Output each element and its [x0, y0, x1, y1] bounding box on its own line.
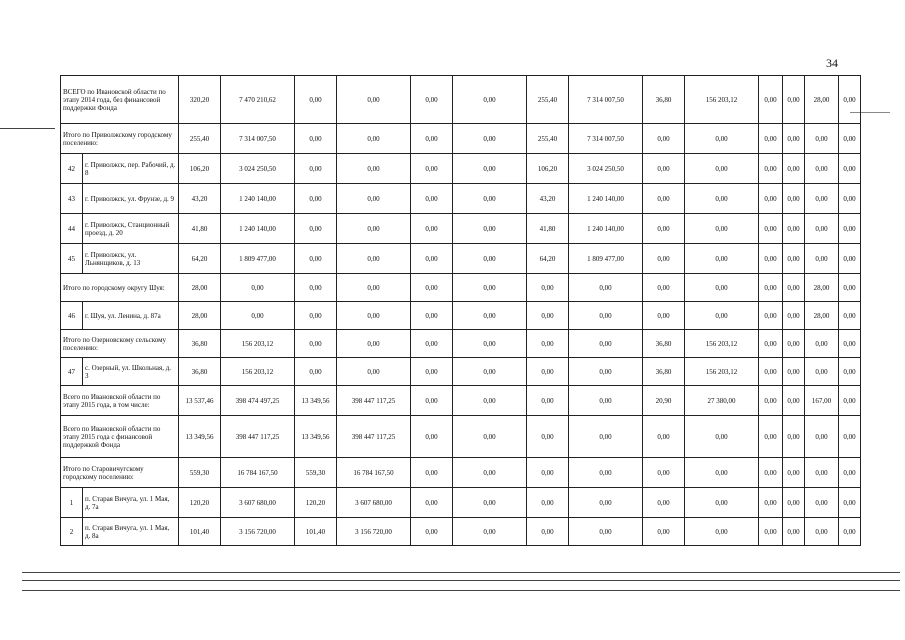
value-cell: 0,00	[527, 386, 569, 416]
value-cell: 0,00	[685, 184, 759, 214]
value-cell: 0,00	[411, 302, 453, 330]
value-cell: 0,00	[337, 330, 411, 358]
value-cell: 0,00	[783, 214, 805, 244]
value-cell: 13 537,46	[179, 386, 221, 416]
value-cell: 0,00	[643, 184, 685, 214]
table-row-item	[61, 154, 861, 184]
value-cell: 0,00	[805, 184, 839, 214]
value-cell: 41,80	[179, 214, 221, 244]
value-cell: 0,00	[453, 358, 527, 386]
table-row-summary	[61, 458, 861, 488]
value-cell: 0,00	[685, 302, 759, 330]
summary-label: ВСЕГО по Ивановской области по этапу 2014 года, без финансовой поддержки Фонда	[61, 76, 179, 124]
value-cell: 0,00	[527, 488, 569, 518]
value-cell: 0,00	[453, 386, 527, 416]
value-cell: 0,00	[805, 124, 839, 154]
value-cell: 559,30	[179, 458, 221, 488]
table-row-summary	[61, 274, 861, 302]
value-cell: 1 809 477,00	[569, 244, 643, 274]
value-cell: 398 447 117,25	[337, 386, 411, 416]
value-cell: 36,80	[179, 330, 221, 358]
value-cell: 0,00	[839, 330, 861, 358]
value-cell: 0,00	[569, 358, 643, 386]
summary-label: Итого по городскому округу Шуя:	[61, 274, 179, 302]
value-cell: 0,00	[453, 244, 527, 274]
value-cell: 16 784 167,50	[221, 458, 295, 488]
value-cell: 0,00	[759, 358, 783, 386]
value-cell: 0,00	[759, 302, 783, 330]
value-cell: 0,00	[759, 416, 783, 458]
value-cell: 0,00	[411, 124, 453, 154]
value-cell: 0,00	[685, 244, 759, 274]
value-cell: 0,00	[643, 302, 685, 330]
value-cell: 28,00	[179, 302, 221, 330]
row-number: 43	[61, 184, 83, 214]
value-cell: 0,00	[805, 416, 839, 458]
value-cell: 0,00	[839, 358, 861, 386]
value-cell: 0,00	[337, 244, 411, 274]
row-number: 2	[61, 518, 83, 546]
value-cell: 0,00	[295, 154, 337, 184]
value-cell: 0,00	[337, 302, 411, 330]
table-row-item	[61, 358, 861, 386]
value-cell: 0,00	[759, 488, 783, 518]
value-cell: 398 474 497,25	[221, 386, 295, 416]
value-cell: 0,00	[527, 302, 569, 330]
value-cell: 0,00	[569, 416, 643, 458]
summary-label: Всего по Ивановской области по этапу 2015 года, в том числе:	[61, 386, 179, 416]
value-cell: 0,00	[759, 244, 783, 274]
address-label: п. Старая Вичуга, ул. 1 Мая, д. 7а	[83, 488, 179, 518]
value-cell: 0,00	[643, 416, 685, 458]
value-cell: 0,00	[839, 302, 861, 330]
table-row-item	[61, 244, 861, 274]
value-cell: 28,00	[179, 274, 221, 302]
value-cell: 0,00	[453, 214, 527, 244]
value-cell: 1 240 140,00	[221, 214, 295, 244]
value-cell: 0,00	[805, 214, 839, 244]
value-cell: 0,00	[839, 458, 861, 488]
table-row-item	[61, 518, 861, 546]
value-cell: 156 203,12	[685, 358, 759, 386]
housing-program-table	[60, 75, 861, 546]
value-cell: 0,00	[839, 518, 861, 546]
value-cell: 0,00	[295, 274, 337, 302]
value-cell: 13 349,56	[295, 416, 337, 458]
table-row-item	[61, 184, 861, 214]
value-cell: 0,00	[411, 386, 453, 416]
value-cell: 3 607 680,00	[221, 488, 295, 518]
value-cell: 0,00	[685, 274, 759, 302]
value-cell: 0,00	[783, 458, 805, 488]
value-cell: 0,00	[805, 358, 839, 386]
value-cell: 0,00	[839, 274, 861, 302]
value-cell: 0,00	[337, 214, 411, 244]
value-cell: 0,00	[805, 488, 839, 518]
value-cell: 1 240 140,00	[221, 184, 295, 214]
value-cell: 255,40	[527, 76, 569, 124]
value-cell: 0,00	[783, 358, 805, 386]
value-cell: 0,00	[643, 518, 685, 546]
value-cell: 0,00	[527, 358, 569, 386]
value-cell: 7 314 007,50	[569, 76, 643, 124]
table-body	[61, 76, 861, 546]
value-cell: 0,00	[759, 458, 783, 488]
value-cell: 0,00	[783, 244, 805, 274]
value-cell: 0,00	[295, 214, 337, 244]
value-cell: 0,00	[453, 458, 527, 488]
table-row-item	[61, 302, 861, 330]
value-cell: 0,00	[759, 76, 783, 124]
value-cell: 28,00	[805, 76, 839, 124]
value-cell: 106,20	[527, 154, 569, 184]
value-cell: 0,00	[805, 154, 839, 184]
value-cell: 0,00	[569, 330, 643, 358]
value-cell: 156 203,12	[685, 76, 759, 124]
value-cell: 0,00	[411, 518, 453, 546]
value-cell: 0,00	[453, 124, 527, 154]
value-cell: 0,00	[759, 274, 783, 302]
value-cell: 0,00	[569, 386, 643, 416]
value-cell: 156 203,12	[221, 358, 295, 386]
row-number: 46	[61, 302, 83, 330]
value-cell: 0,00	[805, 518, 839, 546]
value-cell: 3 156 720,00	[337, 518, 411, 546]
value-cell: 0,00	[759, 184, 783, 214]
value-cell: 0,00	[411, 358, 453, 386]
value-cell: 0,00	[783, 416, 805, 458]
value-cell: 0,00	[453, 76, 527, 124]
value-cell: 36,80	[179, 358, 221, 386]
address-label: г. Приволжск, Станционный проезд, д. 20	[83, 214, 179, 244]
value-cell: 0,00	[295, 330, 337, 358]
bottom-rule-2	[22, 580, 900, 581]
value-cell: 0,00	[839, 386, 861, 416]
value-cell: 0,00	[411, 416, 453, 458]
value-cell: 0,00	[643, 274, 685, 302]
value-cell: 41,80	[527, 214, 569, 244]
value-cell: 28,00	[805, 302, 839, 330]
value-cell: 0,00	[685, 488, 759, 518]
value-cell: 0,00	[453, 416, 527, 458]
value-cell: 0,00	[685, 154, 759, 184]
value-cell: 3 607 680,00	[337, 488, 411, 518]
value-cell: 0,00	[295, 358, 337, 386]
value-cell: 0,00	[783, 330, 805, 358]
value-cell: 0,00	[411, 274, 453, 302]
value-cell: 0,00	[759, 154, 783, 184]
table-row-summary	[61, 76, 861, 124]
value-cell: 0,00	[783, 518, 805, 546]
value-cell: 156 203,12	[685, 330, 759, 358]
value-cell: 0,00	[805, 330, 839, 358]
table-row-summary	[61, 330, 861, 358]
value-cell: 120,20	[295, 488, 337, 518]
summary-label: Итого по Приволжскому городскому поселению:	[61, 124, 179, 154]
value-cell: 0,00	[783, 488, 805, 518]
value-cell: 398 447 117,25	[221, 416, 295, 458]
value-cell: 1 240 140,00	[569, 184, 643, 214]
value-cell: 0,00	[411, 488, 453, 518]
value-cell: 0,00	[685, 124, 759, 154]
value-cell: 0,00	[643, 214, 685, 244]
value-cell: 120,20	[179, 488, 221, 518]
value-cell: 64,20	[527, 244, 569, 274]
value-cell: 0,00	[839, 76, 861, 124]
value-cell: 0,00	[295, 184, 337, 214]
value-cell: 0,00	[337, 274, 411, 302]
value-cell: 0,00	[527, 518, 569, 546]
value-cell: 1 809 477,00	[221, 244, 295, 274]
value-cell: 0,00	[411, 244, 453, 274]
value-cell: 0,00	[527, 458, 569, 488]
value-cell: 36,80	[643, 330, 685, 358]
value-cell: 0,00	[839, 488, 861, 518]
value-cell: 43,20	[179, 184, 221, 214]
value-cell: 0,00	[839, 416, 861, 458]
value-cell: 3 024 250,50	[569, 154, 643, 184]
bottom-rule-1	[22, 572, 900, 573]
table-row-summary	[61, 124, 861, 154]
value-cell: 101,40	[179, 518, 221, 546]
value-cell: 0,00	[783, 184, 805, 214]
value-cell: 0,00	[839, 184, 861, 214]
bottom-rule-3	[22, 590, 900, 591]
value-cell: 43,20	[527, 184, 569, 214]
value-cell: 0,00	[295, 76, 337, 124]
address-label: г. Приволжск, пер. Рабочий, д. 8	[83, 154, 179, 184]
value-cell: 16 784 167,50	[337, 458, 411, 488]
value-cell: 0,00	[453, 302, 527, 330]
value-cell: 7 314 007,50	[569, 124, 643, 154]
value-cell: 0,00	[643, 154, 685, 184]
value-cell: 0,00	[685, 214, 759, 244]
value-cell: 0,00	[411, 76, 453, 124]
value-cell: 0,00	[527, 416, 569, 458]
value-cell: 0,00	[643, 244, 685, 274]
value-cell: 0,00	[783, 386, 805, 416]
value-cell: 0,00	[221, 302, 295, 330]
value-cell: 0,00	[839, 154, 861, 184]
value-cell: 255,40	[179, 124, 221, 154]
value-cell: 559,30	[295, 458, 337, 488]
value-cell: 0,00	[839, 214, 861, 244]
value-cell: 0,00	[337, 358, 411, 386]
value-cell: 0,00	[569, 518, 643, 546]
value-cell: 13 349,56	[179, 416, 221, 458]
value-cell: 0,00	[453, 184, 527, 214]
address-label: п. Старая Вичуга, ул. 1 Мая, д. 8а	[83, 518, 179, 546]
value-cell: 0,00	[783, 76, 805, 124]
value-cell: 0,00	[783, 274, 805, 302]
value-cell: 0,00	[759, 124, 783, 154]
table-row-item	[61, 214, 861, 244]
value-cell: 1 240 140,00	[569, 214, 643, 244]
value-cell: 0,00	[221, 274, 295, 302]
value-cell: 0,00	[759, 386, 783, 416]
value-cell: 0,00	[295, 124, 337, 154]
value-cell: 0,00	[569, 488, 643, 518]
value-cell: 28,00	[805, 274, 839, 302]
value-cell: 0,00	[643, 488, 685, 518]
value-cell: 36,80	[643, 76, 685, 124]
value-cell: 27 380,00	[685, 386, 759, 416]
value-cell: 0,00	[337, 124, 411, 154]
table-row-summary	[61, 416, 861, 458]
value-cell: 3 156 720,00	[221, 518, 295, 546]
row-number: 44	[61, 214, 83, 244]
value-cell: 0,00	[411, 458, 453, 488]
row-number: 47	[61, 358, 83, 386]
value-cell: 7 314 007,50	[221, 124, 295, 154]
value-cell: 0,00	[453, 518, 527, 546]
value-cell: 0,00	[337, 184, 411, 214]
value-cell: 0,00	[527, 274, 569, 302]
row-number: 45	[61, 244, 83, 274]
value-cell: 13 349,56	[295, 386, 337, 416]
value-cell: 0,00	[783, 302, 805, 330]
value-cell: 0,00	[685, 416, 759, 458]
value-cell: 398 447 117,25	[337, 416, 411, 458]
page-number: 34	[826, 56, 838, 70]
value-cell: 0,00	[337, 76, 411, 124]
value-cell: 0,00	[453, 154, 527, 184]
address-label: с. Озерный, ул. Школьная, д. 3	[83, 358, 179, 386]
value-cell: 0,00	[839, 124, 861, 154]
value-cell: 320,20	[179, 76, 221, 124]
value-cell: 167,00	[805, 386, 839, 416]
value-cell: 36,80	[643, 358, 685, 386]
value-cell: 0,00	[453, 274, 527, 302]
value-cell: 0,00	[527, 330, 569, 358]
table-row-summary	[61, 386, 861, 416]
row-number: 1	[61, 488, 83, 518]
summary-label: Всего по Ивановской области по этапу 2015 года с финансовой поддержкой Фонда	[61, 416, 179, 458]
value-cell: 156 203,12	[221, 330, 295, 358]
value-cell: 0,00	[295, 302, 337, 330]
value-cell: 20,90	[643, 386, 685, 416]
value-cell: 255,40	[527, 124, 569, 154]
address-label: г. Шуя, ул. Ленина, д. 87а	[83, 302, 179, 330]
summary-label: Итого по Озерновскому сельскому поселению:	[61, 330, 179, 358]
value-cell: 0,00	[759, 330, 783, 358]
value-cell: 0,00	[337, 154, 411, 184]
value-cell: 0,00	[569, 458, 643, 488]
value-cell: 0,00	[643, 458, 685, 488]
summary-label: Итого по Старовичугскому городскому поселению:	[61, 458, 179, 488]
value-cell: 0,00	[453, 330, 527, 358]
value-cell: 0,00	[805, 244, 839, 274]
value-cell: 0,00	[685, 458, 759, 488]
table-row-item	[61, 488, 861, 518]
value-cell: 0,00	[569, 302, 643, 330]
value-cell: 0,00	[759, 518, 783, 546]
value-cell: 0,00	[839, 244, 861, 274]
value-cell: 0,00	[685, 518, 759, 546]
value-cell: 101,40	[295, 518, 337, 546]
value-cell: 3 024 250,50	[221, 154, 295, 184]
value-cell: 0,00	[411, 184, 453, 214]
value-cell: 0,00	[411, 154, 453, 184]
value-cell: 0,00	[295, 244, 337, 274]
value-cell: 64,20	[179, 244, 221, 274]
address-label: г. Приволжск, ул. Фрунзе, д. 9	[83, 184, 179, 214]
value-cell: 0,00	[411, 330, 453, 358]
value-cell: 106,20	[179, 154, 221, 184]
value-cell: 0,00	[569, 274, 643, 302]
value-cell: 0,00	[783, 154, 805, 184]
value-cell: 0,00	[783, 124, 805, 154]
value-cell: 0,00	[453, 488, 527, 518]
value-cell: 0,00	[643, 124, 685, 154]
margin-rule-left	[0, 128, 55, 129]
value-cell: 0,00	[759, 214, 783, 244]
row-number: 42	[61, 154, 83, 184]
value-cell: 7 470 210,62	[221, 76, 295, 124]
value-cell: 0,00	[805, 458, 839, 488]
address-label: г. Приволжск, ул. Льнянщиков, д. 13	[83, 244, 179, 274]
value-cell: 0,00	[411, 214, 453, 244]
